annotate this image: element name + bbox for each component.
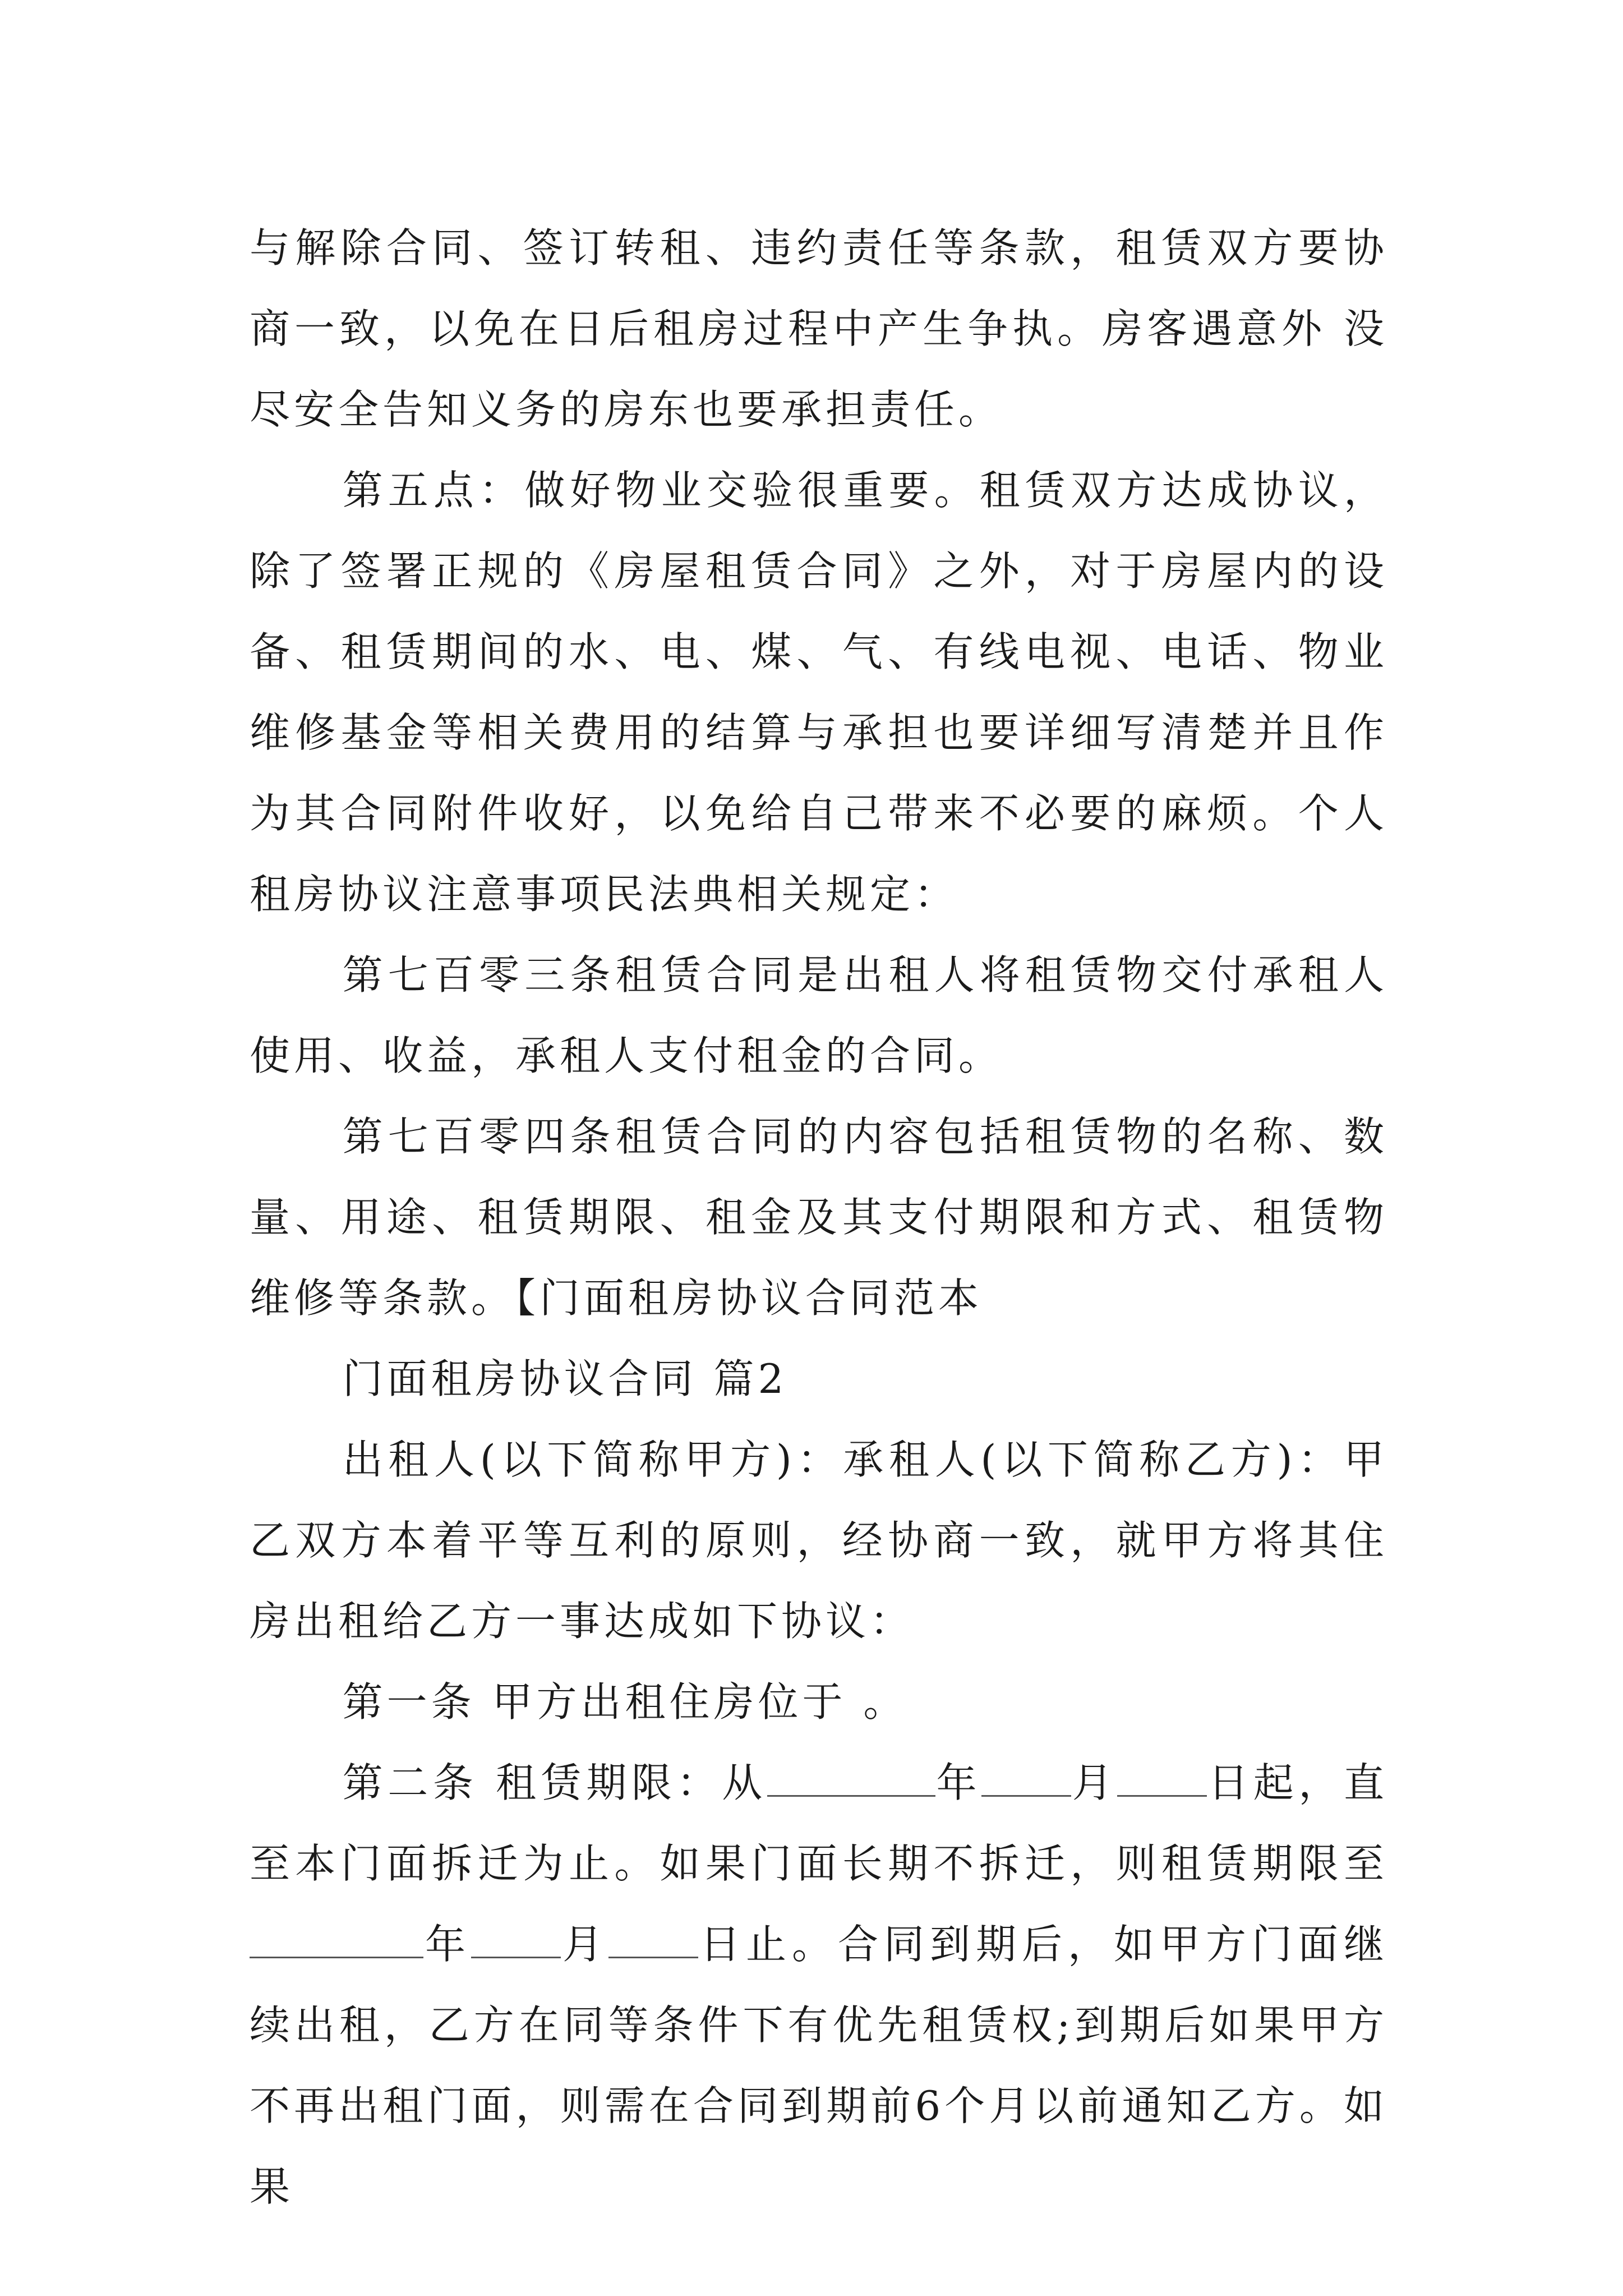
start-month-blank xyxy=(981,1757,1071,1797)
paragraph-article-1: 第一条 甲方出租住房位于 。 xyxy=(342,1678,908,1726)
start-year-blank xyxy=(767,1757,935,1797)
end-month-blank xyxy=(471,1918,561,1958)
paragraph-parties: 出租人(以下简称甲方)：承租人(以下简称乙方)：甲乙双方本着平等互利的原则，经协商一致，就甲方将其住房出租给乙方一事达成如下协议： xyxy=(250,1436,1388,1645)
article-2-tail: 日止。合同到期后，如甲方门面继续出租，乙方在同等条件下有优先租赁权;到期后如果甲方不再出租门面，则需在合同到期前6个月以前通知乙方。如果 xyxy=(250,1921,1388,2210)
paragraph-article-703: 第七百零三条租赁合同是出租人将租赁物交付承租人使用、收益，承租人支付租金的合同。 xyxy=(250,951,1388,1079)
paragraph-point-five: 第五点：做好物业交验很重要。租赁双方达成协议，除了签署正规的《房屋租赁合同》之外，对于房屋内的设备、租赁期间的水、电、煤、气、有线电视、电话、物业维修基金等相关费用的结算与承担也要详细写清楚并且作为其合同附件收好，以免给自己带来不必要的麻烦。个人租房协议注意事项民法典相关规定： xyxy=(250,467,1388,918)
paragraph-article-704: 第七百零四条租赁合同的内容包括租赁物的名称、数量、用途、租赁期限、租金及其支付期限和方式、租赁物维修等条款。【门面租房协议合同范本 xyxy=(250,1113,1388,1322)
end-year-blank xyxy=(250,1918,423,1958)
end-month-label: 月 xyxy=(561,1921,608,1968)
start-year-label: 年 xyxy=(935,1759,982,1806)
document-body xyxy=(250,208,1388,2227)
start-month-label: 月 xyxy=(1071,1759,1118,1806)
paragraph-article-2 xyxy=(250,1742,1388,2227)
paragraph-termination-clauses: 与解除合同、签订转租、违约责任等条款，租赁双方要协商一致，以免在日后租房过程中产生争执。房客遇意外 没尽安全告知义务的房东也要承担责任。 xyxy=(250,224,1388,433)
article-2-lead: 第二条 租赁期限：从 xyxy=(342,1759,767,1806)
article-2-middle: 日起，直至本门面拆迁为止。如果门面长期不拆迁，则租赁期限至 xyxy=(250,1759,1388,1887)
end-day-blank xyxy=(608,1918,698,1958)
end-year-label: 年 xyxy=(423,1921,471,1968)
start-day-blank xyxy=(1117,1757,1207,1797)
section-heading-part-2: 门面租房协议合同 篇2 xyxy=(342,1355,788,1402)
